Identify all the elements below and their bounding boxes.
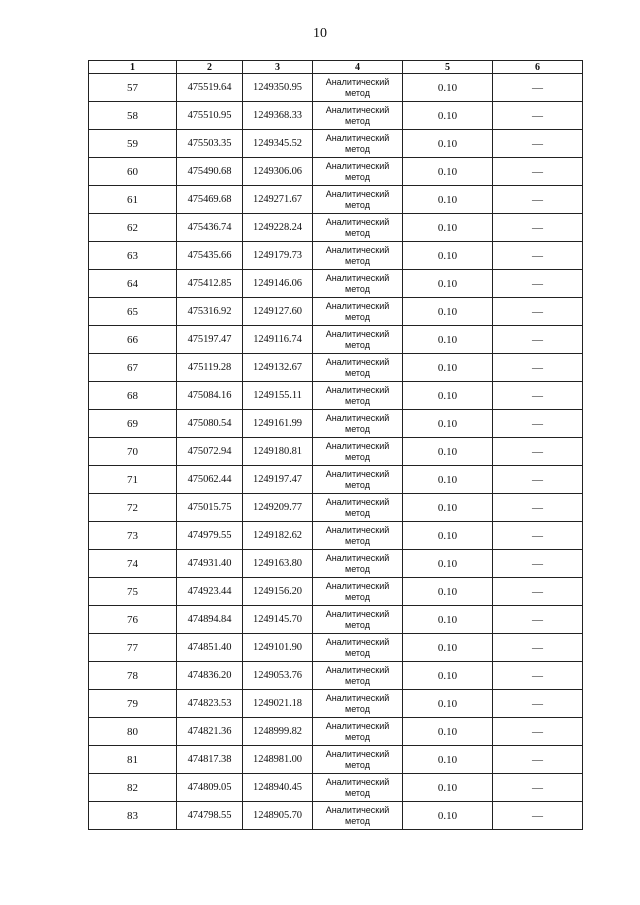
accuracy-cell: 0.10 <box>403 662 493 690</box>
note-cell: — <box>493 102 583 130</box>
method-text: Аналитический метод <box>325 216 390 238</box>
table-row <box>89 746 583 774</box>
column-header-2: 2 <box>177 61 243 74</box>
coordinates-table <box>88 60 583 830</box>
y-coordinate-cell: 1249145.70 <box>243 606 313 634</box>
method-text: Аналитический метод <box>325 692 390 714</box>
accuracy-cell: 0.10 <box>403 466 493 494</box>
y-coordinate-cell: 1249209.77 <box>243 494 313 522</box>
note-cell: — <box>493 158 583 186</box>
table-row <box>89 438 583 466</box>
accuracy-cell: 0.10 <box>403 494 493 522</box>
x-coordinate-cell: 475197.47 <box>177 326 243 354</box>
note-cell: — <box>493 354 583 382</box>
x-coordinate-cell: 475469.68 <box>177 186 243 214</box>
method-cell <box>313 242 403 270</box>
accuracy-cell: 0.10 <box>403 354 493 382</box>
method-cell <box>313 662 403 690</box>
accuracy-cell: 0.10 <box>403 158 493 186</box>
method-cell <box>313 438 403 466</box>
table-row <box>89 662 583 690</box>
method-text: Аналитический метод <box>325 384 390 406</box>
x-coordinate-cell: 475435.66 <box>177 242 243 270</box>
method-cell <box>313 522 403 550</box>
y-coordinate-cell: 1249021.18 <box>243 690 313 718</box>
x-coordinate-cell: 474823.53 <box>177 690 243 718</box>
accuracy-cell: 0.10 <box>403 242 493 270</box>
y-coordinate-cell: 1249228.24 <box>243 214 313 242</box>
accuracy-cell: 0.10 <box>403 746 493 774</box>
method-cell <box>313 130 403 158</box>
x-coordinate-cell: 475490.68 <box>177 158 243 186</box>
x-coordinate-cell: 475412.85 <box>177 270 243 298</box>
point-number-cell: 76 <box>89 606 177 634</box>
x-coordinate-cell: 475519.64 <box>177 74 243 102</box>
point-number-cell: 78 <box>89 662 177 690</box>
accuracy-cell: 0.10 <box>403 578 493 606</box>
y-coordinate-cell: 1249197.47 <box>243 466 313 494</box>
method-cell <box>313 102 403 130</box>
x-coordinate-cell: 475436.74 <box>177 214 243 242</box>
y-coordinate-cell: 1249163.80 <box>243 550 313 578</box>
point-number-cell: 64 <box>89 270 177 298</box>
method-text: Аналитический метод <box>325 244 390 266</box>
table-row <box>89 606 583 634</box>
accuracy-cell: 0.10 <box>403 774 493 802</box>
table-row <box>89 522 583 550</box>
accuracy-cell: 0.10 <box>403 214 493 242</box>
y-coordinate-cell: 1249180.81 <box>243 438 313 466</box>
method-text: Аналитический метод <box>325 748 390 770</box>
column-header-5: 5 <box>403 61 493 74</box>
note-cell: — <box>493 130 583 158</box>
table-body <box>89 74 583 830</box>
method-cell <box>313 634 403 662</box>
method-cell <box>313 802 403 830</box>
note-cell: — <box>493 550 583 578</box>
column-header-4: 4 <box>313 61 403 74</box>
note-cell: — <box>493 662 583 690</box>
method-cell <box>313 158 403 186</box>
accuracy-cell: 0.10 <box>403 718 493 746</box>
method-text: Аналитический метод <box>325 804 390 826</box>
accuracy-cell: 0.10 <box>403 130 493 158</box>
y-coordinate-cell: 1249101.90 <box>243 634 313 662</box>
method-cell <box>313 354 403 382</box>
method-text: Аналитический метод <box>325 160 390 182</box>
accuracy-cell: 0.10 <box>403 410 493 438</box>
method-text: Аналитический метод <box>325 132 390 154</box>
method-text: Аналитический метод <box>325 524 390 546</box>
point-number-cell: 75 <box>89 578 177 606</box>
note-cell: — <box>493 718 583 746</box>
x-coordinate-cell: 475510.95 <box>177 102 243 130</box>
method-cell <box>313 774 403 802</box>
method-text: Аналитический метод <box>325 440 390 462</box>
x-coordinate-cell: 474979.55 <box>177 522 243 550</box>
note-cell: — <box>493 382 583 410</box>
table-row <box>89 298 583 326</box>
point-number-cell: 67 <box>89 354 177 382</box>
table-row <box>89 158 583 186</box>
accuracy-cell: 0.10 <box>403 550 493 578</box>
y-coordinate-cell: 1249132.67 <box>243 354 313 382</box>
y-coordinate-cell: 1248999.82 <box>243 718 313 746</box>
x-coordinate-cell: 475503.35 <box>177 130 243 158</box>
point-number-cell: 62 <box>89 214 177 242</box>
x-coordinate-cell: 474821.36 <box>177 718 243 746</box>
y-coordinate-cell: 1248940.45 <box>243 774 313 802</box>
table-row <box>89 718 583 746</box>
y-coordinate-cell: 1249306.06 <box>243 158 313 186</box>
method-cell <box>313 270 403 298</box>
x-coordinate-cell: 475080.54 <box>177 410 243 438</box>
note-cell: — <box>493 466 583 494</box>
point-number-cell: 59 <box>89 130 177 158</box>
method-text: Аналитический метод <box>325 328 390 350</box>
method-text: Аналитический метод <box>325 608 390 630</box>
table-row <box>89 354 583 382</box>
y-coordinate-cell: 1249161.99 <box>243 410 313 438</box>
note-cell: — <box>493 242 583 270</box>
method-text: Аналитический метод <box>325 356 390 378</box>
method-cell <box>313 382 403 410</box>
method-text: Аналитический метод <box>325 76 390 98</box>
y-coordinate-cell: 1249368.33 <box>243 102 313 130</box>
method-text: Аналитический метод <box>325 776 390 798</box>
accuracy-cell: 0.10 <box>403 606 493 634</box>
method-cell <box>313 326 403 354</box>
table-row <box>89 186 583 214</box>
note-cell: — <box>493 522 583 550</box>
method-text: Аналитический метод <box>325 636 390 658</box>
note-cell: — <box>493 298 583 326</box>
accuracy-cell: 0.10 <box>403 298 493 326</box>
point-number-cell: 77 <box>89 634 177 662</box>
method-text: Аналитический метод <box>325 580 390 602</box>
table-row <box>89 270 583 298</box>
table-row <box>89 494 583 522</box>
x-coordinate-cell: 474798.55 <box>177 802 243 830</box>
y-coordinate-cell: 1249155.11 <box>243 382 313 410</box>
accuracy-cell: 0.10 <box>403 634 493 662</box>
table-row <box>89 130 583 158</box>
accuracy-cell: 0.10 <box>403 74 493 102</box>
table-header-row <box>89 61 583 74</box>
note-cell: — <box>493 802 583 830</box>
column-header-1: 1 <box>89 61 177 74</box>
note-cell: — <box>493 746 583 774</box>
method-cell <box>313 494 403 522</box>
method-cell <box>313 578 403 606</box>
table-row <box>89 242 583 270</box>
note-cell: — <box>493 270 583 298</box>
method-cell <box>313 214 403 242</box>
accuracy-cell: 0.10 <box>403 186 493 214</box>
table-row <box>89 214 583 242</box>
method-cell <box>313 186 403 214</box>
x-coordinate-cell: 475316.92 <box>177 298 243 326</box>
method-text: Аналитический метод <box>325 412 390 434</box>
point-number-cell: 82 <box>89 774 177 802</box>
y-coordinate-cell: 1249156.20 <box>243 578 313 606</box>
x-coordinate-cell: 474931.40 <box>177 550 243 578</box>
note-cell: — <box>493 186 583 214</box>
x-coordinate-cell: 474923.44 <box>177 578 243 606</box>
table-row <box>89 410 583 438</box>
accuracy-cell: 0.10 <box>403 438 493 466</box>
note-cell: — <box>493 74 583 102</box>
note-cell: — <box>493 494 583 522</box>
x-coordinate-cell: 475084.16 <box>177 382 243 410</box>
x-coordinate-cell: 475062.44 <box>177 466 243 494</box>
method-cell <box>313 466 403 494</box>
y-coordinate-cell: 1249350.95 <box>243 74 313 102</box>
table-row <box>89 102 583 130</box>
y-coordinate-cell: 1249182.62 <box>243 522 313 550</box>
point-number-cell: 83 <box>89 802 177 830</box>
x-coordinate-cell: 474817.38 <box>177 746 243 774</box>
note-cell: — <box>493 438 583 466</box>
column-header-6: 6 <box>493 61 583 74</box>
point-number-cell: 68 <box>89 382 177 410</box>
method-text: Аналитический метод <box>325 104 390 126</box>
note-cell: — <box>493 606 583 634</box>
point-number-cell: 65 <box>89 298 177 326</box>
method-text: Аналитический метод <box>325 496 390 518</box>
method-text: Аналитический метод <box>325 664 390 686</box>
y-coordinate-cell: 1249127.60 <box>243 298 313 326</box>
column-header-3: 3 <box>243 61 313 74</box>
note-cell: — <box>493 410 583 438</box>
method-cell <box>313 410 403 438</box>
x-coordinate-cell: 474894.84 <box>177 606 243 634</box>
table-row <box>89 802 583 830</box>
table-row <box>89 550 583 578</box>
table-row <box>89 774 583 802</box>
point-number-cell: 81 <box>89 746 177 774</box>
table-row <box>89 690 583 718</box>
y-coordinate-cell: 1248981.00 <box>243 746 313 774</box>
point-number-cell: 72 <box>89 494 177 522</box>
method-cell <box>313 298 403 326</box>
y-coordinate-cell: 1249116.74 <box>243 326 313 354</box>
point-number-cell: 74 <box>89 550 177 578</box>
x-coordinate-cell: 475015.75 <box>177 494 243 522</box>
method-cell <box>313 74 403 102</box>
table-row <box>89 326 583 354</box>
point-number-cell: 70 <box>89 438 177 466</box>
accuracy-cell: 0.10 <box>403 326 493 354</box>
method-text: Аналитический метод <box>325 188 390 210</box>
x-coordinate-cell: 474836.20 <box>177 662 243 690</box>
table-row <box>89 634 583 662</box>
point-number-cell: 61 <box>89 186 177 214</box>
table-row <box>89 466 583 494</box>
point-number-cell: 66 <box>89 326 177 354</box>
point-number-cell: 57 <box>89 74 177 102</box>
accuracy-cell: 0.10 <box>403 802 493 830</box>
method-text: Аналитический метод <box>325 720 390 742</box>
x-coordinate-cell: 475119.28 <box>177 354 243 382</box>
y-coordinate-cell: 1249146.06 <box>243 270 313 298</box>
x-coordinate-cell: 475072.94 <box>177 438 243 466</box>
note-cell: — <box>493 578 583 606</box>
point-number-cell: 79 <box>89 690 177 718</box>
method-cell <box>313 606 403 634</box>
method-text: Аналитический метод <box>325 272 390 294</box>
x-coordinate-cell: 474809.05 <box>177 774 243 802</box>
y-coordinate-cell: 1249179.73 <box>243 242 313 270</box>
x-coordinate-cell: 474851.40 <box>177 634 243 662</box>
point-number-cell: 69 <box>89 410 177 438</box>
method-text: Аналитический метод <box>325 552 390 574</box>
point-number-cell: 73 <box>89 522 177 550</box>
point-number-cell: 60 <box>89 158 177 186</box>
accuracy-cell: 0.10 <box>403 382 493 410</box>
note-cell: — <box>493 690 583 718</box>
y-coordinate-cell: 1249053.76 <box>243 662 313 690</box>
note-cell: — <box>493 326 583 354</box>
point-number-cell: 58 <box>89 102 177 130</box>
table-row <box>89 578 583 606</box>
method-text: Аналитический метод <box>325 468 390 490</box>
point-number-cell: 80 <box>89 718 177 746</box>
method-text: Аналитический метод <box>325 300 390 322</box>
page-number: 10 <box>313 26 327 41</box>
method-cell <box>313 746 403 774</box>
accuracy-cell: 0.10 <box>403 690 493 718</box>
table-row <box>89 74 583 102</box>
table-row <box>89 382 583 410</box>
method-cell <box>313 690 403 718</box>
method-cell <box>313 550 403 578</box>
accuracy-cell: 0.10 <box>403 270 493 298</box>
y-coordinate-cell: 1249345.52 <box>243 130 313 158</box>
note-cell: — <box>493 634 583 662</box>
y-coordinate-cell: 1248905.70 <box>243 802 313 830</box>
note-cell: — <box>493 774 583 802</box>
accuracy-cell: 0.10 <box>403 522 493 550</box>
point-number-cell: 71 <box>89 466 177 494</box>
y-coordinate-cell: 1249271.67 <box>243 186 313 214</box>
note-cell: — <box>493 214 583 242</box>
method-cell <box>313 718 403 746</box>
accuracy-cell: 0.10 <box>403 102 493 130</box>
point-number-cell: 63 <box>89 242 177 270</box>
